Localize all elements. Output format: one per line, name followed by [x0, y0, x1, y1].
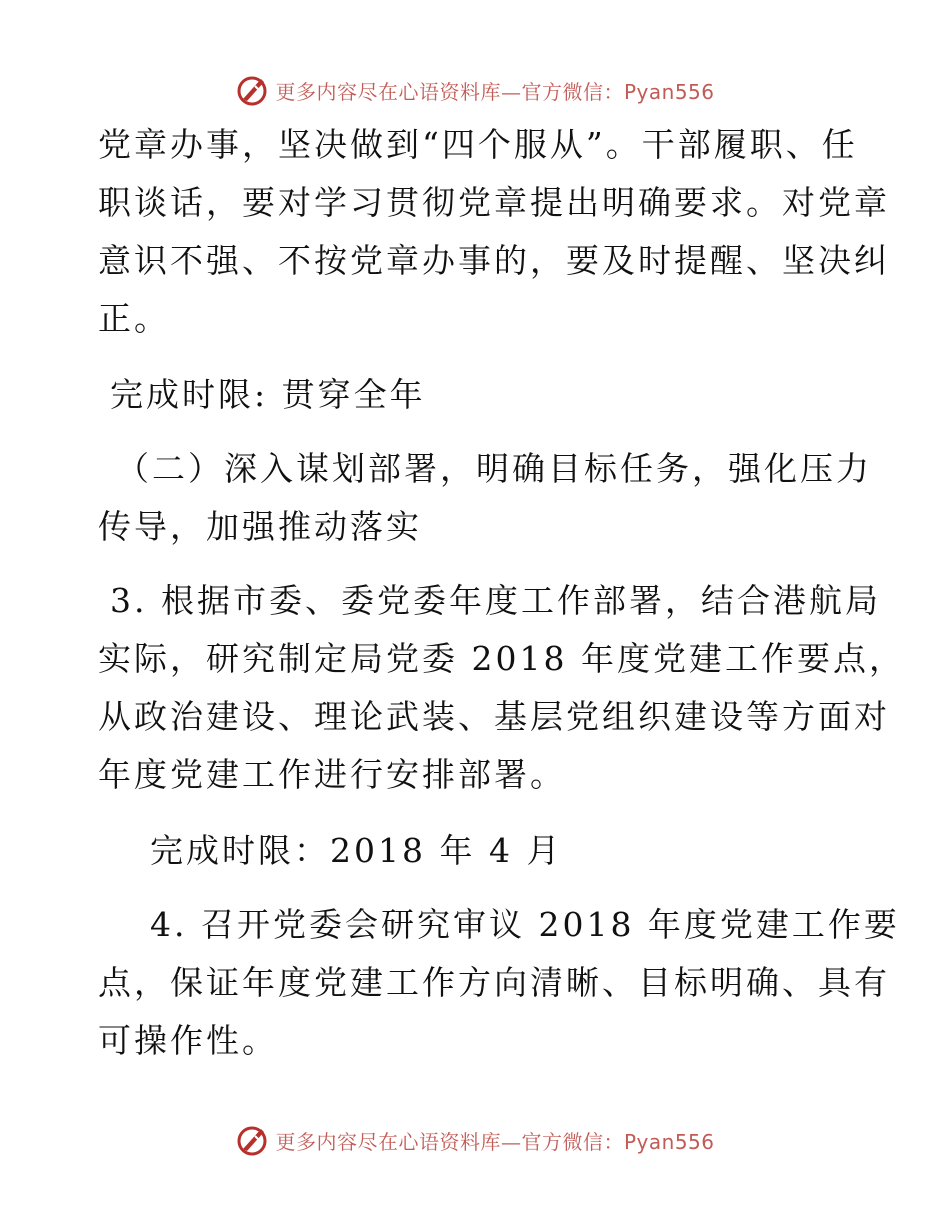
header-watermark-banner: [0, 70, 950, 110]
wechat-handle: Pyan556: [623, 1129, 715, 1154]
paragraph-line: 从政治建设、理论武装、基层党组织建设等方面对: [98, 697, 890, 736]
paragraph-line: 职谈话，要对学习贯彻党章提出明确要求。对党章: [98, 183, 890, 222]
paragraph-line: 党章办事，坚决做到“四个服从”。干部履职、任: [98, 125, 858, 164]
watermark-text: 更多内容尽在心语资料库—官方微信：Pyan556: [275, 79, 715, 104]
watermark-text: 更多内容尽在心语资料库—官方微信：Pyan556: [275, 1129, 715, 1154]
paragraph-line: 可操作性。: [98, 1021, 278, 1060]
paragraph-line: 正。: [98, 299, 170, 338]
footer-watermark-banner: [0, 1120, 950, 1160]
paragraph-line: 意识不强、不按党章办事的，要及时提醒、坚决纠: [98, 241, 890, 280]
section-heading-line: 传导，加强推动落实: [98, 507, 422, 546]
section-heading-line: （二）深入谋划部署，明确目标任务，强化压力: [116, 449, 872, 488]
quill-logo-icon: [235, 1123, 269, 1157]
paragraph-line: 点，保证年度党建工作方向清晰、目标明确、具有: [98, 963, 890, 1002]
deadline-line: 完成时限：2018 年 4 月: [150, 831, 563, 870]
quill-logo-icon: [235, 73, 269, 107]
paragraph-line: 4. 召开党委会研究审议 2018 年度党建工作要: [150, 905, 900, 944]
deadline-line: 完成时限: 贯穿全年: [110, 375, 426, 414]
wechat-handle: Pyan556: [623, 79, 715, 104]
paragraph-line: 年度党建工作进行安排部署。: [98, 755, 566, 794]
paragraph-line: 3. 根据市委、委党委年度工作部署，结合港航局: [110, 581, 881, 620]
paragraph-line: 实际，研究制定局党委 2018 年度党建工作要点，: [98, 639, 905, 678]
